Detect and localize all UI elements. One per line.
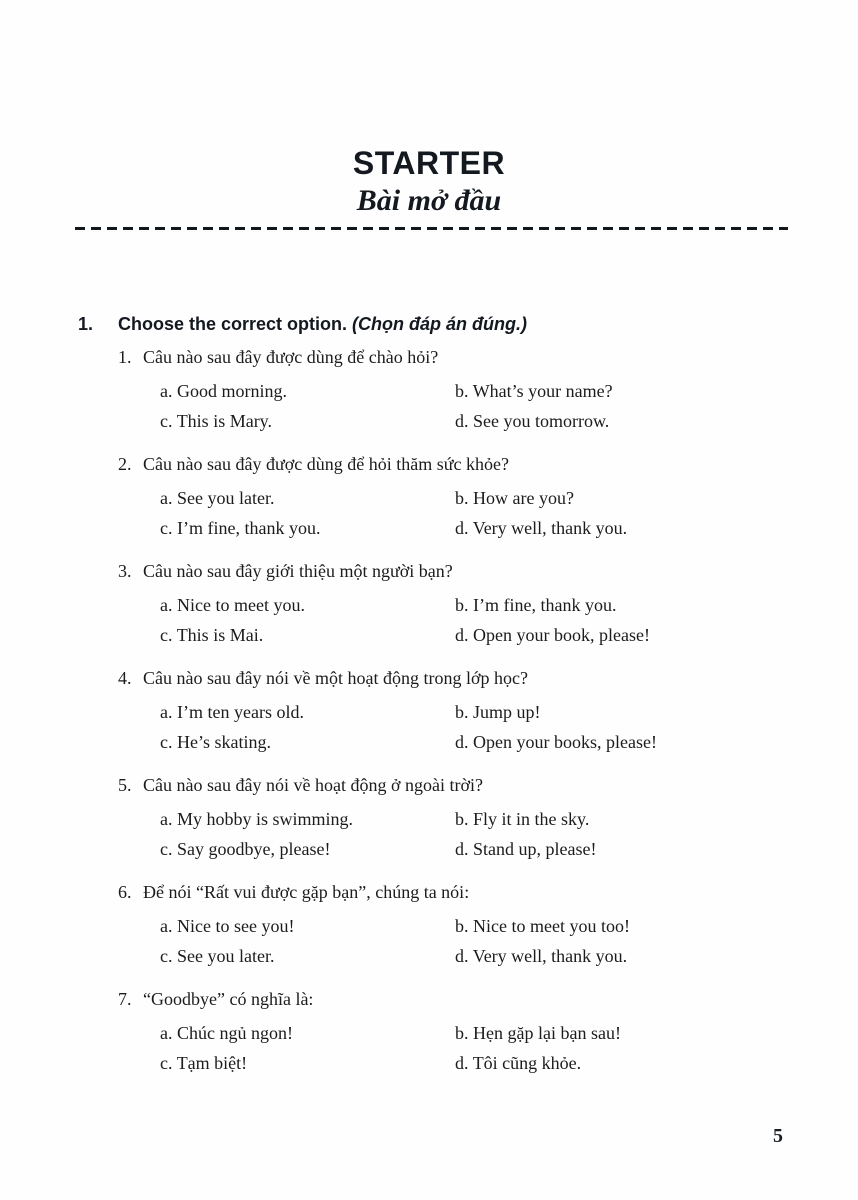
option-c	[160, 620, 455, 650]
option-a-label: a.	[160, 1023, 173, 1043]
option-a-text: Nice to see you!	[177, 916, 295, 936]
option-a-text: I’m ten years old.	[177, 702, 304, 722]
option-a	[160, 804, 455, 834]
option-b-text: How are you?	[473, 488, 574, 508]
option-c-text: See you later.	[177, 946, 275, 966]
chapter-header	[0, 0, 858, 230]
option-a-text: Good morning.	[177, 381, 287, 401]
option-d	[455, 727, 858, 757]
question-text: Câu nào sau đây giới thiệu một người bạn?	[143, 561, 453, 581]
option-c-label: c.	[160, 625, 173, 645]
option-b	[455, 1018, 858, 1048]
option-d-text: Tôi cũng khỏe.	[472, 1053, 582, 1073]
option-a-text: Nice to meet you.	[177, 595, 305, 615]
option-a	[160, 1018, 455, 1048]
option-a-label: a.	[160, 595, 173, 615]
option-c	[160, 834, 455, 864]
option-d	[455, 620, 858, 650]
question-block	[0, 451, 858, 543]
option-d	[455, 513, 858, 543]
option-b-label: b.	[455, 488, 469, 508]
option-c-label: c.	[160, 946, 173, 966]
question-line	[118, 558, 858, 584]
option-c-label: c.	[160, 1053, 173, 1073]
option-b	[455, 483, 858, 513]
option-b	[455, 376, 858, 406]
question-number: 6.	[118, 882, 132, 902]
exercise-instruction-english: Choose the correct option.	[118, 314, 348, 334]
option-a-label: a.	[160, 809, 173, 829]
exercise-section	[0, 312, 858, 1078]
option-a-text: My hobby is swimming.	[177, 809, 354, 829]
option-d-text: Open your book, please!	[473, 625, 650, 645]
exercise-heading	[0, 312, 858, 336]
option-c	[160, 513, 455, 543]
option-c-text: Say goodbye, please!	[177, 839, 331, 859]
options-grid	[160, 804, 858, 864]
question-line	[118, 344, 858, 370]
question-text: Câu nào sau đây được dùng để chào hỏi?	[143, 347, 439, 367]
option-c-text: He’s skating.	[177, 732, 271, 752]
chapter-title: STARTER	[352, 145, 506, 181]
option-d-label: d.	[455, 411, 469, 431]
option-d-label: d.	[455, 946, 469, 966]
option-b-text: Nice to meet you too!	[473, 916, 630, 936]
option-b-label: b.	[455, 916, 469, 936]
option-c-label: c.	[160, 839, 173, 859]
question-text: Câu nào sau đây nói về hoạt động ở ngoài trời?	[143, 775, 483, 795]
question-text: Để nói “Rất vui được gặp bạn”, chúng ta nói:	[143, 882, 470, 902]
option-c	[160, 727, 455, 757]
option-b	[455, 911, 858, 941]
question-line	[118, 879, 858, 905]
options-grid	[160, 697, 858, 757]
option-c	[160, 941, 455, 971]
option-c-label: c.	[160, 732, 173, 752]
options-grid	[160, 1018, 858, 1078]
option-d-label: d.	[455, 839, 469, 859]
option-b-text: Fly it in the sky.	[473, 809, 590, 829]
option-c-text: I’m fine, thank you.	[177, 518, 321, 538]
option-c-label: c.	[160, 411, 173, 431]
options-grid	[160, 911, 858, 971]
question-number: 2.	[118, 454, 132, 474]
question-number: 4.	[118, 668, 132, 688]
question-block	[0, 772, 858, 864]
option-b-label: b.	[455, 809, 469, 829]
option-b	[455, 697, 858, 727]
option-a-text: See you later.	[177, 488, 275, 508]
option-b-text: Jump up!	[473, 702, 541, 722]
question-line	[118, 772, 858, 798]
option-c-label: c.	[160, 518, 173, 538]
option-d-text: Stand up, please!	[473, 839, 597, 859]
option-d	[455, 406, 858, 436]
question-number: 1.	[118, 347, 132, 367]
question-block	[0, 344, 858, 436]
option-a-label: a.	[160, 916, 173, 936]
option-d-text: See you tomorrow.	[473, 411, 610, 431]
option-b-label: b.	[455, 702, 469, 722]
questions-list	[0, 344, 858, 1078]
dashed-divider	[75, 227, 788, 230]
question-number: 5.	[118, 775, 132, 795]
option-d-text: Very well, thank you.	[472, 518, 628, 538]
chapter-subtitle: Bài mở đầu	[356, 184, 502, 217]
option-b-text: Hẹn gặp lại bạn sau!	[473, 1023, 621, 1043]
question-number: 3.	[118, 561, 132, 581]
question-block	[0, 558, 858, 650]
option-d-label: d.	[455, 625, 469, 645]
option-a-label: a.	[160, 488, 173, 508]
option-b-text: I’m fine, thank you.	[473, 595, 617, 615]
question-text: Câu nào sau đây được dùng để hỏi thăm sức khỏe?	[143, 454, 509, 474]
question-block	[0, 665, 858, 757]
option-a-label: a.	[160, 702, 173, 722]
option-a	[160, 697, 455, 727]
option-d	[455, 941, 858, 971]
question-block	[0, 879, 858, 971]
option-d-label: d.	[455, 732, 469, 752]
option-d-text: Open your books, please!	[473, 732, 657, 752]
exercise-number: 1.	[78, 314, 94, 334]
option-c-text: This is Mai.	[176, 625, 264, 645]
option-b	[455, 804, 858, 834]
question-line	[118, 986, 858, 1012]
option-b-text: What’s your name?	[472, 381, 613, 401]
option-d-text: Very well, thank you.	[472, 946, 628, 966]
option-a-label: a.	[160, 381, 173, 401]
option-a	[160, 376, 455, 406]
option-a	[160, 483, 455, 513]
page-number: 5	[773, 1125, 783, 1147]
option-b-label: b.	[455, 381, 469, 401]
question-block	[0, 986, 858, 1078]
option-c-text: Tạm biệt!	[176, 1053, 248, 1073]
option-b-label: b.	[455, 1023, 469, 1043]
options-grid	[160, 590, 858, 650]
option-a	[160, 911, 455, 941]
option-b	[455, 590, 858, 620]
question-text: Câu nào sau đây nói về một hoạt động trong lớp học?	[143, 668, 528, 688]
question-number: 7.	[118, 989, 132, 1009]
option-c	[160, 1048, 455, 1078]
option-a	[160, 590, 455, 620]
question-text: “Goodbye” có nghĩa là:	[143, 989, 314, 1009]
option-d-label: d.	[455, 1053, 469, 1073]
option-d	[455, 834, 858, 864]
option-a-text: Chúc ngủ ngon!	[177, 1023, 293, 1043]
options-grid	[160, 483, 858, 543]
question-line	[118, 665, 858, 691]
question-line	[118, 451, 858, 477]
option-c	[160, 406, 455, 436]
option-d	[455, 1048, 858, 1078]
option-d-label: d.	[455, 518, 469, 538]
option-b-label: b.	[455, 595, 469, 615]
exercise-instruction-vietnamese: (Chọn đáp án đúng.)	[352, 314, 527, 334]
option-c-text: This is Mary.	[176, 411, 273, 431]
options-grid	[160, 376, 858, 436]
